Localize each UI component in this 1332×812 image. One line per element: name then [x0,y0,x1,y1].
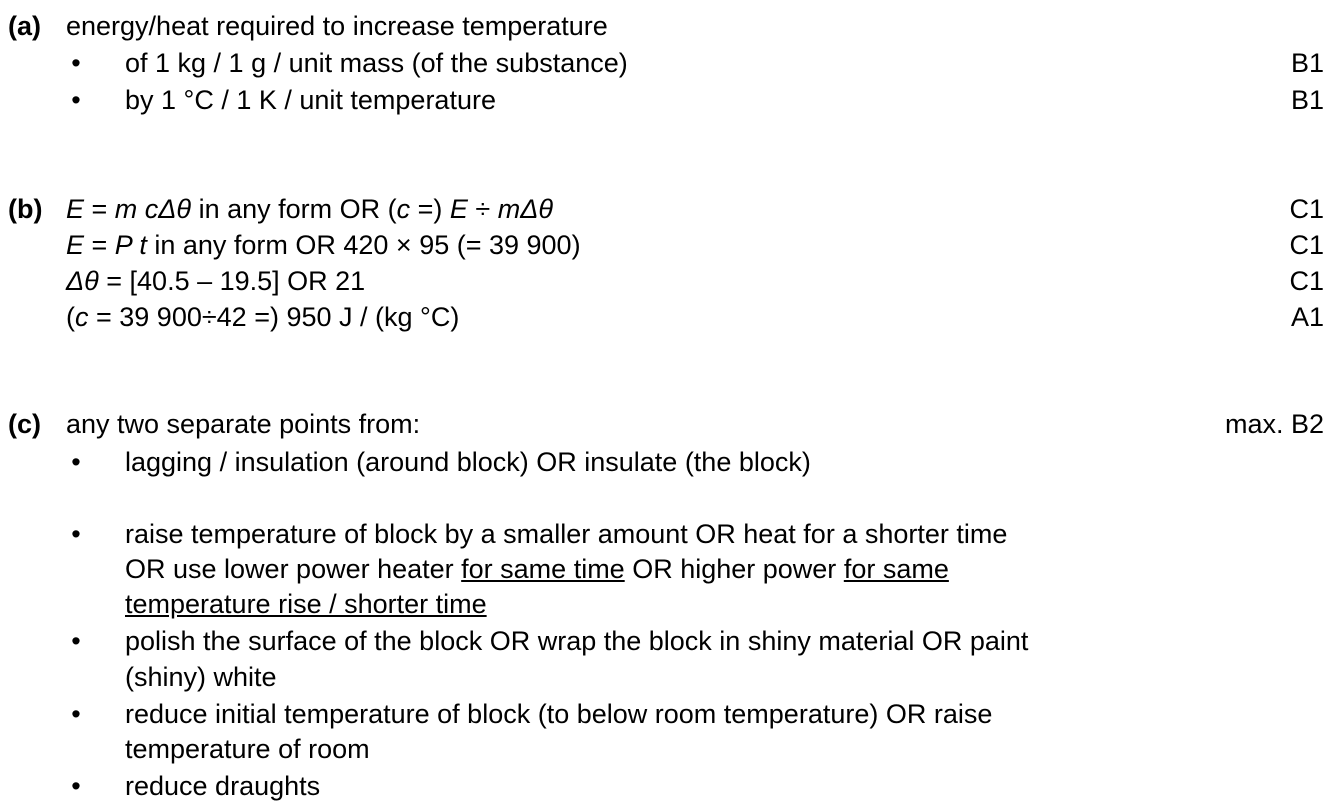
part-c-header [0,406,1332,442]
part-c-point-2-line-1: raise temperature of block by a smaller amount OR heat for a shorter time [125,519,1008,549]
bullet-icon: • [71,626,81,656]
part-c-point-4-line-1: reduce initial temperature of block (to below room temperature) OR raise [125,699,993,729]
part-b-label: (b) [8,194,43,224]
part-c-point-2-line-3: temperature rise / shorter time [125,589,487,619]
part-c-point-2-cont-2 [0,586,1332,622]
part-c-label: (c) [8,409,41,439]
part-b-line-2-mark: C1 [1289,230,1324,260]
bullet-icon: • [71,771,81,801]
part-a-point-1-text: of 1 kg / 1 g / unit mass (of the substance) [125,48,628,78]
part-b-line-1-text: E = m cΔθ in any form OR (c =) E ÷ mΔθ [66,194,553,224]
part-c-point-5 [0,768,1332,804]
bullet-icon: • [71,85,81,115]
part-c-point-3-cont [0,659,1332,695]
bullet-icon: • [71,519,81,549]
part-c-point-3-line-2: (shiny) white [125,662,277,692]
part-c-point-1-text: lagging / insulation (around block) OR insulate (the block) [125,447,811,477]
part-b-line-3 [0,263,1332,299]
part-c-statement: any two separate points from: [66,409,421,439]
part-c-point-3 [0,623,1332,659]
part-c-point-4 [0,696,1332,732]
part-c-point-2-line-2: OR use lower power heater for same time OR higher power for same [125,554,949,584]
part-b-line-3-text: Δθ = [40.5 – 19.5] OR 21 [66,266,366,296]
part-b-line-4-text: (c = 39 900÷42 =) 950 J / (kg °C) [66,302,460,332]
part-b-line-2 [0,227,1332,263]
part-a-point-1-mark: B1 [1290,48,1324,78]
part-c-point-2 [0,516,1332,552]
part-a-point-2-text: by 1 °C / 1 K / unit temperature [125,85,496,115]
part-b-line-4 [0,299,1332,335]
bullet-icon: • [71,699,81,729]
part-a-point-2 [0,82,1332,118]
bullet-icon: • [71,447,81,477]
part-c-point-1 [0,444,1332,480]
part-b-line-1 [0,191,1332,227]
part-c-mark: max. B2 [1224,409,1324,439]
part-b-line-2-text: E = P t in any form OR 420 × 95 (= 39 900) [66,230,581,260]
part-c-point-4-line-2: temperature of room [125,734,370,764]
part-b-line-1-mark: C1 [1289,194,1324,224]
part-c-point-3-line-1: polish the surface of the block OR wrap the block in shiny material OR paint [125,626,1029,656]
part-a-statement: energy/heat required to increase temperature [66,11,608,41]
part-a-header [0,8,1332,44]
part-b-line-3-mark: C1 [1289,266,1324,296]
part-c-point-5-text: reduce draughts [125,771,321,801]
part-c-point-4-cont [0,731,1332,767]
part-b-line-4-mark: A1 [1290,302,1324,332]
part-c-point-2-cont [0,551,1332,587]
part-a-point-2-mark: B1 [1290,85,1324,115]
part-a-point-1 [0,45,1332,81]
part-a-label: (a) [8,11,41,41]
bullet-icon: • [71,48,81,78]
